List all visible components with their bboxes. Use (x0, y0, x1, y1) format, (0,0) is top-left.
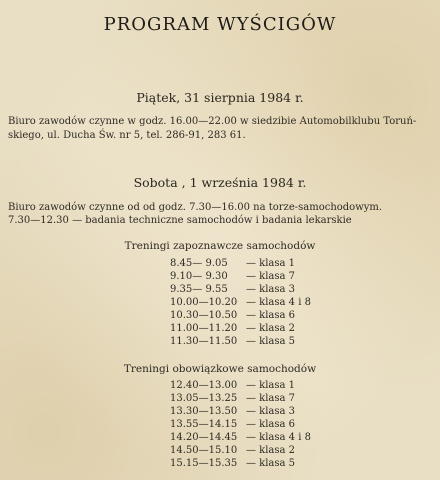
day1-line-1: Biuro zawodów czynne w godz. 16.00—22.00 w siedzibie Automobilklubu Toruń- (8, 116, 417, 127)
row-time: 12.40—13.00 (170, 380, 238, 391)
row-time: 11.00—11.20 (170, 323, 238, 334)
row-time: 9.10— 9.30 (170, 271, 228, 282)
day2-date: Sobota , 1 września 1984 r. (133, 175, 307, 190)
schedule-row (170, 323, 370, 336)
row-class: — klasa 7 (246, 393, 296, 404)
schedule-row (170, 458, 370, 471)
schedule-row (170, 271, 370, 284)
row-time: 15.15—15.35 (170, 458, 238, 469)
row-class: — klasa 2 (246, 445, 296, 456)
schedule-row (170, 432, 370, 445)
row-class: — klasa 1 (246, 380, 296, 391)
row-time: 9.35— 9.55 (170, 284, 228, 295)
row-class: — klasa 3 (246, 284, 296, 295)
qualifying-heading: Treningi obowiązkowe samochodów (123, 363, 317, 375)
row-class: — klasa 4 i 8 (246, 432, 311, 443)
row-time: 10.30—10.50 (170, 310, 238, 321)
schedule-row (170, 380, 370, 393)
practice-schedule (170, 258, 370, 349)
day2-line-1: Biuro zawodów czynne od od godz. 7.30—16.00 na torze-samochodowym. (8, 202, 383, 213)
schedule-row (170, 336, 370, 349)
row-class: — klasa 2 (246, 323, 296, 334)
row-class: — klasa 5 (246, 336, 296, 347)
row-time: 13.30—13.50 (170, 406, 238, 417)
row-class: — klasa 5 (246, 458, 296, 469)
row-class: — klasa 6 (246, 310, 296, 321)
row-time: 11.30—11.50 (170, 336, 238, 347)
day2-line-2: 7.30—12.30 — badania techniczne samochodów i badania lekarskie (8, 215, 352, 226)
row-class: — klasa 4 i 8 (246, 297, 311, 308)
page-title: PROGRAM WYŚCIGÓW (103, 14, 337, 35)
schedule-row (170, 297, 370, 310)
row-class: — klasa 7 (246, 271, 296, 282)
row-time: 13.05—13.25 (170, 393, 238, 404)
row-time: 10.00—10.20 (170, 297, 238, 308)
schedule-row (170, 284, 370, 297)
schedule-row (170, 258, 370, 271)
schedule-row (170, 393, 370, 406)
row-class: — klasa 1 (246, 258, 296, 269)
row-time: 8.45— 9.05 (170, 258, 228, 269)
day1-line-2: skiego, ul. Ducha Św. nr 5, tel. 286-91, 283 61. (8, 130, 246, 141)
practice-heading: Treningi zapoznawcze samochodów (124, 240, 316, 252)
day1-date: Piątek, 31 sierpnia 1984 r. (136, 90, 304, 105)
row-time: 14.50—15.10 (170, 445, 238, 456)
qualifying-schedule (170, 380, 370, 471)
schedule-row (170, 310, 370, 323)
schedule-row (170, 419, 370, 432)
schedule-row (170, 445, 370, 458)
row-class: — klasa 6 (246, 419, 296, 430)
schedule-row (170, 406, 370, 419)
row-time: 13.55—14.15 (170, 419, 238, 430)
row-time: 14.20—14.45 (170, 432, 238, 443)
row-class: — klasa 3 (246, 406, 296, 417)
